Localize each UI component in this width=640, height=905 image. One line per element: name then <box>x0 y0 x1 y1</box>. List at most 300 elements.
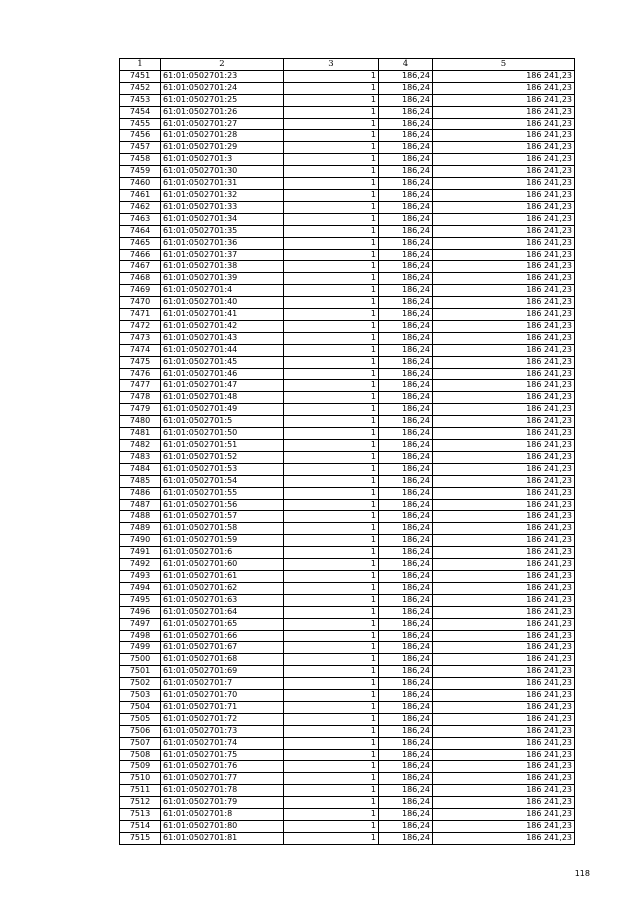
cadastral-number-cell: 61:01:0502701:28 <box>161 130 284 142</box>
table-row <box>120 570 575 582</box>
cadastral-number-cell: 61:01:0502701:54 <box>161 475 284 487</box>
table-row <box>120 725 575 737</box>
table-row <box>120 832 575 844</box>
table-row <box>120 82 575 94</box>
row-number-cell: 7474 <box>120 344 161 356</box>
row-number-cell: 7485 <box>120 475 161 487</box>
cadastral-number-cell: 61:01:0502701:68 <box>161 654 284 666</box>
value-cell: 186 241,23 <box>433 82 575 94</box>
cadastral-number-cell: 61:01:0502701:56 <box>161 499 284 511</box>
row-number-cell: 7451 <box>120 70 161 82</box>
quantity-cell: 1 <box>284 332 379 344</box>
cadastral-number-cell: 61:01:0502701:38 <box>161 261 284 273</box>
area-cell: 186,24 <box>379 487 433 499</box>
row-number-cell: 7488 <box>120 511 161 523</box>
table-row <box>120 428 575 440</box>
value-cell: 186 241,23 <box>433 237 575 249</box>
quantity-cell: 1 <box>284 678 379 690</box>
row-number-cell: 7509 <box>120 761 161 773</box>
area-cell: 186,24 <box>379 511 433 523</box>
area-cell: 186,24 <box>379 451 433 463</box>
row-number-cell: 7483 <box>120 451 161 463</box>
area-cell: 186,24 <box>379 404 433 416</box>
quantity-cell: 1 <box>284 166 379 178</box>
cadastral-number-cell: 61:01:0502701:44 <box>161 344 284 356</box>
table-row <box>120 237 575 249</box>
cadastral-number-cell: 61:01:0502701:61 <box>161 570 284 582</box>
quantity-cell: 1 <box>284 320 379 332</box>
quantity-cell: 1 <box>284 749 379 761</box>
quantity-cell: 1 <box>284 547 379 559</box>
cadastral-number-cell: 61:01:0502701:46 <box>161 368 284 380</box>
area-cell: 186,24 <box>379 380 433 392</box>
row-number-cell: 7505 <box>120 713 161 725</box>
area-cell: 186,24 <box>379 690 433 702</box>
value-cell: 186 241,23 <box>433 463 575 475</box>
quantity-cell: 1 <box>284 404 379 416</box>
cadastral-number-cell: 61:01:0502701:31 <box>161 178 284 190</box>
area-cell: 186,24 <box>379 582 433 594</box>
row-number-cell: 7506 <box>120 725 161 737</box>
cadastral-number-cell: 61:01:0502701:71 <box>161 701 284 713</box>
area-cell: 186,24 <box>379 725 433 737</box>
area-cell: 186,24 <box>379 428 433 440</box>
quantity-cell: 1 <box>284 237 379 249</box>
area-cell: 186,24 <box>379 261 433 273</box>
value-cell: 186 241,23 <box>433 261 575 273</box>
quantity-cell: 1 <box>284 344 379 356</box>
area-cell: 186,24 <box>379 666 433 678</box>
quantity-cell: 1 <box>284 785 379 797</box>
table-row <box>120 463 575 475</box>
row-number-cell: 7479 <box>120 404 161 416</box>
header-col-1: 1 <box>120 59 161 71</box>
area-cell: 186,24 <box>379 642 433 654</box>
row-number-cell: 7513 <box>120 809 161 821</box>
value-cell: 186 241,23 <box>433 297 575 309</box>
area-cell: 186,24 <box>379 142 433 154</box>
table-row <box>120 713 575 725</box>
cadastral-number-cell: 61:01:0502701:62 <box>161 582 284 594</box>
quantity-cell: 1 <box>284 594 379 606</box>
table-row <box>120 94 575 106</box>
row-number-cell: 7490 <box>120 535 161 547</box>
table-row <box>120 213 575 225</box>
table-row <box>120 451 575 463</box>
table-row <box>120 118 575 130</box>
quantity-cell: 1 <box>284 440 379 452</box>
table-row <box>120 797 575 809</box>
quantity-cell: 1 <box>284 713 379 725</box>
header-row <box>120 59 575 71</box>
area-cell: 186,24 <box>379 559 433 571</box>
value-cell: 186 241,23 <box>433 749 575 761</box>
value-cell: 186 241,23 <box>433 309 575 321</box>
row-number-cell: 7486 <box>120 487 161 499</box>
table-row <box>120 547 575 559</box>
cadastral-number-cell: 61:01:0502701:23 <box>161 70 284 82</box>
row-number-cell: 7476 <box>120 368 161 380</box>
table-row <box>120 523 575 535</box>
row-number-cell: 7510 <box>120 773 161 785</box>
row-number-cell: 7464 <box>120 225 161 237</box>
quantity-cell: 1 <box>284 189 379 201</box>
cadastral-number-cell: 61:01:0502701:34 <box>161 213 284 225</box>
value-cell: 186 241,23 <box>433 761 575 773</box>
row-number-cell: 7466 <box>120 249 161 261</box>
quantity-cell: 1 <box>284 475 379 487</box>
table-row <box>120 261 575 273</box>
value-cell: 186 241,23 <box>433 773 575 785</box>
area-cell: 186,24 <box>379 678 433 690</box>
row-number-cell: 7472 <box>120 320 161 332</box>
cadastral-number-cell: 61:01:0502701:80 <box>161 821 284 833</box>
row-number-cell: 7498 <box>120 630 161 642</box>
quantity-cell: 1 <box>284 178 379 190</box>
value-cell: 186 241,23 <box>433 725 575 737</box>
area-cell: 186,24 <box>379 832 433 844</box>
area-cell: 186,24 <box>379 166 433 178</box>
row-number-cell: 7465 <box>120 237 161 249</box>
row-number-cell: 7473 <box>120 332 161 344</box>
area-cell: 186,24 <box>379 773 433 785</box>
area-cell: 186,24 <box>379 356 433 368</box>
cadastral-number-cell: 61:01:0502701:53 <box>161 463 284 475</box>
value-cell: 186 241,23 <box>433 320 575 332</box>
quantity-cell: 1 <box>284 523 379 535</box>
quantity-cell: 1 <box>284 106 379 118</box>
table-row <box>120 737 575 749</box>
table-row <box>120 404 575 416</box>
row-number-cell: 7478 <box>120 392 161 404</box>
cadastral-number-cell: 61:01:0502701:7 <box>161 678 284 690</box>
table-row <box>120 249 575 261</box>
table-row <box>120 749 575 761</box>
table-row <box>120 356 575 368</box>
value-cell: 186 241,23 <box>433 737 575 749</box>
value-cell: 186 241,23 <box>433 511 575 523</box>
quantity-cell: 1 <box>284 154 379 166</box>
table-row <box>120 285 575 297</box>
value-cell: 186 241,23 <box>433 154 575 166</box>
quantity-cell: 1 <box>284 535 379 547</box>
cadastral-number-cell: 61:01:0502701:67 <box>161 642 284 654</box>
table-row <box>120 142 575 154</box>
row-number-cell: 7511 <box>120 785 161 797</box>
row-number-cell: 7463 <box>120 213 161 225</box>
table-row <box>120 785 575 797</box>
quantity-cell: 1 <box>284 118 379 130</box>
cadastral-number-cell: 61:01:0502701:74 <box>161 737 284 749</box>
quantity-cell: 1 <box>284 82 379 94</box>
value-cell: 186 241,23 <box>433 451 575 463</box>
table-row <box>120 678 575 690</box>
area-cell: 186,24 <box>379 809 433 821</box>
table-row <box>120 821 575 833</box>
area-cell: 186,24 <box>379 297 433 309</box>
row-number-cell: 7514 <box>120 821 161 833</box>
value-cell: 186 241,23 <box>433 118 575 130</box>
area-cell: 186,24 <box>379 368 433 380</box>
row-number-cell: 7497 <box>120 618 161 630</box>
value-cell: 186 241,23 <box>433 618 575 630</box>
cadastral-number-cell: 61:01:0502701:73 <box>161 725 284 737</box>
area-cell: 186,24 <box>379 654 433 666</box>
row-number-cell: 7503 <box>120 690 161 702</box>
table-row <box>120 809 575 821</box>
quantity-cell: 1 <box>284 380 379 392</box>
cadastral-number-cell: 61:01:0502701:4 <box>161 285 284 297</box>
value-cell: 186 241,23 <box>433 559 575 571</box>
value-cell: 186 241,23 <box>433 642 575 654</box>
value-cell: 186 241,23 <box>433 797 575 809</box>
row-number-cell: 7496 <box>120 606 161 618</box>
table-row <box>120 201 575 213</box>
area-cell: 186,24 <box>379 189 433 201</box>
cadastral-number-cell: 61:01:0502701:59 <box>161 535 284 547</box>
area-cell: 186,24 <box>379 320 433 332</box>
row-number-cell: 7459 <box>120 166 161 178</box>
cadastral-number-cell: 61:01:0502701:63 <box>161 594 284 606</box>
area-cell: 186,24 <box>379 94 433 106</box>
area-cell: 186,24 <box>379 606 433 618</box>
row-number-cell: 7487 <box>120 499 161 511</box>
row-number-cell: 7475 <box>120 356 161 368</box>
value-cell: 186 241,23 <box>433 475 575 487</box>
quantity-cell: 1 <box>284 487 379 499</box>
value-cell: 186 241,23 <box>433 582 575 594</box>
row-number-cell: 7507 <box>120 737 161 749</box>
row-number-cell: 7499 <box>120 642 161 654</box>
area-cell: 186,24 <box>379 416 433 428</box>
quantity-cell: 1 <box>284 451 379 463</box>
table-row <box>120 606 575 618</box>
area-cell: 186,24 <box>379 130 433 142</box>
row-number-cell: 7492 <box>120 559 161 571</box>
row-number-cell: 7481 <box>120 428 161 440</box>
row-number-cell: 7456 <box>120 130 161 142</box>
row-number-cell: 7489 <box>120 523 161 535</box>
cadastral-number-cell: 61:01:0502701:36 <box>161 237 284 249</box>
table-row <box>120 273 575 285</box>
area-cell: 186,24 <box>379 475 433 487</box>
quantity-cell: 1 <box>284 606 379 618</box>
quantity-cell: 1 <box>284 392 379 404</box>
cadastral-number-cell: 61:01:0502701:26 <box>161 106 284 118</box>
area-cell: 186,24 <box>379 118 433 130</box>
row-number-cell: 7462 <box>120 201 161 213</box>
row-number-cell: 7469 <box>120 285 161 297</box>
cadastral-number-cell: 61:01:0502701:49 <box>161 404 284 416</box>
row-number-cell: 7457 <box>120 142 161 154</box>
table-row <box>120 320 575 332</box>
quantity-cell: 1 <box>284 201 379 213</box>
value-cell: 186 241,23 <box>433 166 575 178</box>
cadastral-number-cell: 61:01:0502701:41 <box>161 309 284 321</box>
quantity-cell: 1 <box>284 368 379 380</box>
table-row <box>120 189 575 201</box>
area-cell: 186,24 <box>379 213 433 225</box>
value-cell: 186 241,23 <box>433 285 575 297</box>
row-number-cell: 7471 <box>120 309 161 321</box>
quantity-cell: 1 <box>284 261 379 273</box>
cadastral-number-cell: 61:01:0502701:33 <box>161 201 284 213</box>
cadastral-number-cell: 61:01:0502701:29 <box>161 142 284 154</box>
table-row <box>120 499 575 511</box>
cadastral-number-cell: 61:01:0502701:64 <box>161 606 284 618</box>
quantity-cell: 1 <box>284 654 379 666</box>
quantity-cell: 1 <box>284 428 379 440</box>
row-number-cell: 7508 <box>120 749 161 761</box>
value-cell: 186 241,23 <box>433 535 575 547</box>
area-cell: 186,24 <box>379 82 433 94</box>
value-cell: 186 241,23 <box>433 344 575 356</box>
quantity-cell: 1 <box>284 225 379 237</box>
area-cell: 186,24 <box>379 737 433 749</box>
cadastral-number-cell: 61:01:0502701:57 <box>161 511 284 523</box>
value-cell: 186 241,23 <box>433 440 575 452</box>
cadastral-number-cell: 61:01:0502701:75 <box>161 749 284 761</box>
table-row <box>120 773 575 785</box>
area-cell: 186,24 <box>379 463 433 475</box>
quantity-cell: 1 <box>284 832 379 844</box>
value-cell: 186 241,23 <box>433 630 575 642</box>
area-cell: 186,24 <box>379 154 433 166</box>
cadastral-number-cell: 61:01:0502701:5 <box>161 416 284 428</box>
value-cell: 186 241,23 <box>433 404 575 416</box>
value-cell: 186 241,23 <box>433 594 575 606</box>
quantity-cell: 1 <box>284 570 379 582</box>
row-number-cell: 7495 <box>120 594 161 606</box>
value-cell: 186 241,23 <box>433 94 575 106</box>
table-row <box>120 225 575 237</box>
value-cell: 186 241,23 <box>433 273 575 285</box>
quantity-cell: 1 <box>284 559 379 571</box>
area-cell: 186,24 <box>379 70 433 82</box>
cadastral-number-cell: 61:01:0502701:76 <box>161 761 284 773</box>
row-number-cell: 7477 <box>120 380 161 392</box>
cadastral-number-cell: 61:01:0502701:6 <box>161 547 284 559</box>
table-row <box>120 344 575 356</box>
value-cell: 186 241,23 <box>433 666 575 678</box>
quantity-cell: 1 <box>284 213 379 225</box>
value-cell: 186 241,23 <box>433 821 575 833</box>
value-cell: 186 241,23 <box>433 356 575 368</box>
header-col-2: 2 <box>161 59 284 71</box>
row-number-cell: 7454 <box>120 106 161 118</box>
table-header <box>120 59 575 71</box>
value-cell: 186 241,23 <box>433 570 575 582</box>
area-cell: 186,24 <box>379 570 433 582</box>
table-row <box>120 487 575 499</box>
value-cell: 186 241,23 <box>433 392 575 404</box>
area-cell: 186,24 <box>379 392 433 404</box>
cadastral-number-cell: 61:01:0502701:70 <box>161 690 284 702</box>
table-row <box>120 690 575 702</box>
value-cell: 186 241,23 <box>433 380 575 392</box>
row-number-cell: 7491 <box>120 547 161 559</box>
quantity-cell: 1 <box>284 70 379 82</box>
value-cell: 186 241,23 <box>433 178 575 190</box>
table-row <box>120 154 575 166</box>
area-cell: 186,24 <box>379 797 433 809</box>
cadastral-number-cell: 61:01:0502701:60 <box>161 559 284 571</box>
header-col-3: 3 <box>284 59 379 71</box>
cadastral-number-cell: 61:01:0502701:55 <box>161 487 284 499</box>
quantity-cell: 1 <box>284 797 379 809</box>
value-cell: 186 241,23 <box>433 368 575 380</box>
area-cell: 186,24 <box>379 785 433 797</box>
cadastral-number-cell: 61:01:0502701:42 <box>161 320 284 332</box>
quantity-cell: 1 <box>284 511 379 523</box>
table-row <box>120 166 575 178</box>
area-cell: 186,24 <box>379 201 433 213</box>
cadastral-number-cell: 61:01:0502701:8 <box>161 809 284 821</box>
header-col-4: 4 <box>379 59 433 71</box>
quantity-cell: 1 <box>284 130 379 142</box>
cadastral-number-cell: 61:01:0502701:43 <box>161 332 284 344</box>
value-cell: 186 241,23 <box>433 130 575 142</box>
row-number-cell: 7482 <box>120 440 161 452</box>
cadastral-number-cell: 61:01:0502701:39 <box>161 273 284 285</box>
table-row <box>120 332 575 344</box>
area-cell: 186,24 <box>379 344 433 356</box>
cadastral-number-cell: 61:01:0502701:77 <box>161 773 284 785</box>
area-cell: 186,24 <box>379 106 433 118</box>
value-cell: 186 241,23 <box>433 416 575 428</box>
row-number-cell: 7480 <box>120 416 161 428</box>
quantity-cell: 1 <box>284 285 379 297</box>
row-number-cell: 7494 <box>120 582 161 594</box>
table-row <box>120 511 575 523</box>
cadastral-number-cell: 61:01:0502701:78 <box>161 785 284 797</box>
cadastral-number-cell: 61:01:0502701:58 <box>161 523 284 535</box>
area-cell: 186,24 <box>379 713 433 725</box>
quantity-cell: 1 <box>284 249 379 261</box>
table-row <box>120 368 575 380</box>
value-cell: 186 241,23 <box>433 213 575 225</box>
row-number-cell: 7504 <box>120 701 161 713</box>
table-row <box>120 654 575 666</box>
row-number-cell: 7501 <box>120 666 161 678</box>
row-number-cell: 7493 <box>120 570 161 582</box>
table-row <box>120 297 575 309</box>
quantity-cell: 1 <box>284 463 379 475</box>
cadastral-number-cell: 61:01:0502701:50 <box>161 428 284 440</box>
cadastral-number-cell: 61:01:0502701:48 <box>161 392 284 404</box>
area-cell: 186,24 <box>379 630 433 642</box>
cadastral-number-cell: 61:01:0502701:3 <box>161 154 284 166</box>
table-row <box>120 594 575 606</box>
row-number-cell: 7460 <box>120 178 161 190</box>
value-cell: 186 241,23 <box>433 225 575 237</box>
area-cell: 186,24 <box>379 499 433 511</box>
cadastral-number-cell: 61:01:0502701:30 <box>161 166 284 178</box>
row-number-cell: 7455 <box>120 118 161 130</box>
value-cell: 186 241,23 <box>433 332 575 344</box>
value-cell: 186 241,23 <box>433 428 575 440</box>
quantity-cell: 1 <box>284 701 379 713</box>
page-number: 118 <box>574 869 590 878</box>
area-cell: 186,24 <box>379 523 433 535</box>
area-cell: 186,24 <box>379 547 433 559</box>
area-cell: 186,24 <box>379 440 433 452</box>
table-row <box>120 392 575 404</box>
cadastral-number-cell: 61:01:0502701:35 <box>161 225 284 237</box>
table-row <box>120 70 575 82</box>
header-col-5: 5 <box>433 59 575 71</box>
area-cell: 186,24 <box>379 332 433 344</box>
